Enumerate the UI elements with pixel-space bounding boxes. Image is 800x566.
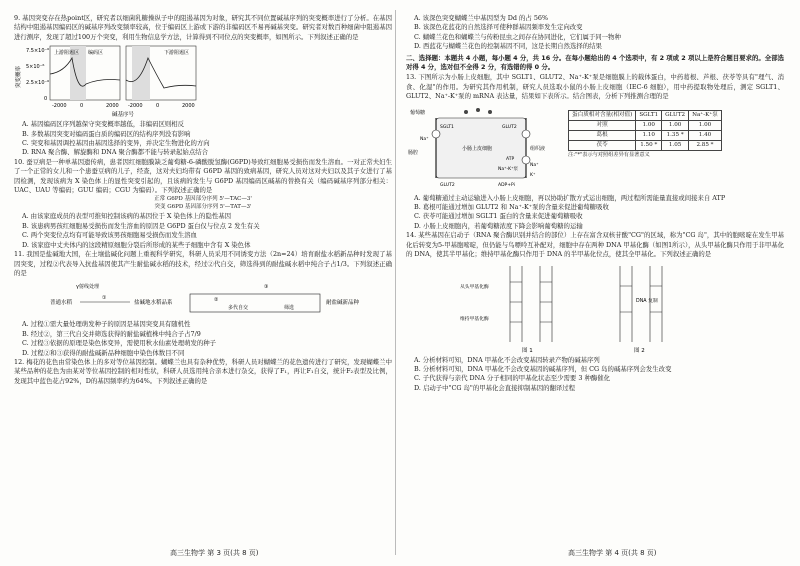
q11-gamma: γ射线处理 [76,284,99,291]
q11-selfing: 多代自交 [228,305,249,312]
q9-label-b: 编码区 [88,50,104,57]
q13-glut2-a [522,130,530,138]
column-divider [395,10,396,555]
q14-figure-2 [620,266,662,354]
q14-fig1-title: 图 1 [522,347,533,354]
q13-cell: 1.00 [662,120,689,130]
q11-step1: ① [102,295,107,302]
q13-th-1: SGLT1 [636,110,662,120]
q13-lbl-na2: Na⁺ [420,136,429,142]
table-row [569,120,722,130]
q13-lbl-glut2: GLUT2 [502,124,517,130]
q9-figure [14,44,392,118]
q13-lumen: 肠腔 [408,149,419,156]
q11-select: 筛选 [284,305,295,312]
q10-option-a[interactable]: A. 由该家庭成员的表型可推知控制该病的基因位于 X 染色体上的隐性基因 [22,212,232,221]
q14-option-c[interactable]: C. 子代获得与亲代 DNA 分子相同的甲基化状态至少需要 3 种酶催化 [414,374,611,383]
q12-option-d[interactable]: D. 西蓝花与蝴蝶兰花色的控制基因不同，这是长期自然选择的结果 [414,42,602,51]
q10-seq-normal: 正常 G6PD 基因部分序列 5'—TAC—3' [154,196,252,203]
q14-option-b[interactable]: B. 分析材料可知，DNA 甲基化不会改变基因的碱基序列，但 CG 岛的碱基序列会发生改变 [414,364,672,373]
left-column [14,14,392,534]
q11-option-a[interactable]: A. 过程①需大量处理萌发种子的原因是基因突变具有随机性 [22,320,191,329]
q13-glucose: 葡萄糖 [410,109,426,116]
q9-xtick-0: -2000 [52,103,67,110]
q13-option-d[interactable]: D. 小肠上皮细胞内，若葡萄糖浓度下降会影响葡萄糖的运输 [414,221,583,230]
q9-option-d[interactable]: D. RNA 聚合酶、解旋酶和 DNA 聚合酶都不能与转录起始点结合 [22,148,208,157]
table-row [569,130,722,140]
q13-cell: 1.00 [636,120,662,130]
q13-tissue: 组织液 [530,145,546,152]
q11-figure [14,280,392,318]
q13-option-b[interactable]: B. 葛根可能通过增加 GLUT2 和 Na⁺-K⁺泵的含量来促进葡萄糖吸收 [414,203,609,212]
q13-cell: 1.35 * [662,130,689,140]
q11-option-c[interactable]: C. 过程③依据的原理是染色体变异，需使用秋水仙素处理萌发的种子 [22,339,217,348]
q13-figure [406,104,784,192]
q9-xtick-3: -2000 [128,103,143,110]
q10-stem: 10. 蚕豆病是一种单基因遗传病，患者因红细胞膜缺乏葡萄糖-6-磷酸脱氢酶(G6PD)导致红细胞易受损伤而发生溶血。一对正常夫妇生了一个正常的女儿和一个患蚕豆病的儿子，经查，这对夫妇均带有 G6PD 基因的致病基因，研究人员对这对夫妇以及其子女进行了基因检测，发现该病为 X 染色体上的显性突变引起的，且该病的发生与 G6PD 基因编码区碱基的替换有关（编码碱基序列部分相关：UAC、UAU 等编码；GUU 编码；CGU 为编码）。下列叙述正确的是 [14,157,392,195]
q13-cell: 1.40 [689,130,722,140]
q13-table-note: 注:"*"表示与对照组差异有显著意义 [568,151,650,158]
q14-option-d[interactable]: D. 启动子中"CG 岛"的甲基化会直接抑制基因的翻译过程 [414,383,576,392]
q11-newvar: 耐盐碱新品种 [326,300,360,307]
q9-chart [14,44,392,118]
q13-cell: 1.05 [662,140,689,150]
q13-lbl-pump: Na⁺-K⁺泵 [498,166,518,172]
q13-option-c[interactable]: C. 茯苓可能通过增加 SGLT1 蛋白的含量来促进葡萄糖吸收 [414,212,583,221]
q14-fig2-label: DNA 复制 [636,298,658,304]
q13-cell: 2.85 * [689,140,722,150]
q10-option-d[interactable]: D. 该家庭中丈夫体内的这段精原细胞分裂后所形成的某些子细胞中含有 X 染色体 [22,240,251,249]
q13-th-2: GLUT2 [662,110,689,120]
q13-cell: 葛根 [569,130,636,140]
q12-option-b[interactable]: B. 该深色花蓝花的自然选择可使种群基因频率发生定向改变 [414,23,583,32]
q11-step2: ② [214,297,219,304]
q11-option-b[interactable]: B. 经过②，第三代自交并筛选获得的耐盐碱植株中纯合子占7/9 [22,329,201,338]
q14-figures [406,262,784,354]
q14-fig1-enzyme2: 维持甲基化酶 [460,316,489,322]
q13-cell: 对照 [569,120,636,130]
q11-option-d[interactable]: D. 过程②和③获得的耐盐碱新品种细胞中染色体数目不同 [22,348,185,357]
q9-option-c[interactable]: C. 突变和基因调控基因由基因选择的变异，并决定生物进化的方向 [22,139,210,148]
q13-lbl-glut2-b: GLUT2 [440,182,455,188]
q10-option-c[interactable]: C. 两个突变位点均有可能导致该男孩细胞易受损伤而发生溶血 [22,231,197,240]
q11-stem: 11. 我国是盐碱地大国，在土壤盐碱化问题上重视科学研究，科研人员采用不同诱变方法（2n=24）培育耐盐水稻新品种时发现了基因突变，过程②代表导入抗盐基因使其产生耐盐碱水稻的技术，经过②代自交，筛选得到的耐盐碱水稻中纯合子占1/3。下列叙述正确的是 [14,250,392,277]
q9-ytick-2: 2.5×10⁻⁶ [26,80,50,87]
q9-xtick-4: 0 [156,103,160,110]
footer-left: 高三生物学 第 3 页(共 8 页) [170,549,259,557]
q13-th-0: 蛋白质相对含量(相对值) [569,110,636,120]
q13-sglt1 [432,130,440,138]
q9-option-b[interactable]: B. 多数基因突变对编码蛋白质的编码区的结构序列没有影响 [22,129,191,138]
q13-lbl-na: Na⁺ [530,162,539,168]
q13-lbl-k: K⁺ [530,172,536,178]
footer-right: 高三生物学 第 4 页(共 8 页) [568,549,657,557]
q9-xtick-5: 2000 [182,103,195,110]
q13-cell: 1.10 [636,130,662,140]
q13-cell-label: 小肠上皮细胞 [462,145,493,152]
q9-label-a: 上游阻遏区 [54,50,80,57]
q9-ytick-1: 5×10⁻⁶ [26,64,45,71]
q10-seq-mutant: 突变 G6PD 基因部分序列 5'—TAT—3' [154,204,252,211]
q14-stem: 14. 某些基因在启动子（RNA 聚合酶识别并结合的部位）上存在富含双核苷酸"CG"的区域，称为"CG 岛"，其中的胞嘧啶在发生甲基化后转变为5-甲基胞嘧啶，但仍能与鸟嘌呤互补配对，细胞中存在两种 DNA 甲基化酶（如图1所示），从头甲基化酶只作用于非甲基化的 DNA，使其半甲基化；维持甲基化酶只作用于 DNA 的半甲基化位点，使其全甲基化。下列叙述正确的是 [406,231,784,259]
q12-option-c[interactable]: C. 蝴蝶兰花色和蝴蝶兰与传粉昆虫之间存在协同进化，它们属于同一物种 [414,32,621,41]
q13-table [568,110,722,151]
q9-panel-2-shade [132,46,150,100]
section-2-heading: 二、选择题：本题共 4 小题，每小题 4 分，共 16 分。在每小题给出的 4 个选项中，有 2 项或 2 项以上是符合题目要求的。全部选对得 4 分，选对但不全得 2 分，有选错的得 0 分。 [406,53,784,72]
q14-diagram [406,262,784,354]
q12-option-a[interactable]: A. 该深色突变蝴蝶兰中基因型为 Dd 的占 56% [414,14,549,22]
table-row [569,140,722,150]
q9-ytick-0: 7.5×10⁻⁶ [26,48,50,55]
q13-stem: 13. 下图所示为小肠上皮细胞，其中 SGLT1、GLUT2、Na⁺-K⁺泵是细胞膜上的载体蛋白，中药葛根、芦根、茯苓等具有"理气、消食、化湿"的作用。为研究其作用机制，研究人员选取小鼠的小肠上皮细胞（IEC-6 细胞），用中药提取物处理后，测定 SGLT1、GLUT2、Na⁺-K⁺泵的 mRNA 表达量，结果如下表所示。结合图表，分析下列推测合理的是 [406,73,784,101]
q13-lbl-sglt1: SGLT1 [440,124,454,130]
q11-step3: ③ [264,284,269,291]
q14-fig2-title: 图 2 [634,347,645,354]
q9-xtick-2: 2000 [106,103,119,110]
q14-fig1-enzyme1: 从头甲基化酶 [460,284,489,290]
q13-option-a[interactable]: A. 葡萄糖通过主动运输进入小肠上皮细胞，再以协助扩散方式运出细胞，两过程所需能量直接或间接来自 ATP [414,193,726,202]
q9-xtick-1: 0 [80,103,84,110]
q13-adp: ADP+Pi [498,182,515,188]
q9-ytick-3: 0 [44,96,48,103]
q11-line: 盐碱地水稻品系 [134,300,173,307]
right-column [406,14,784,534]
q14-figure-1 [460,266,552,354]
q9-label-c: 下游阻遏区 [164,50,190,57]
q11-normal-rice: 普通水稻 [50,300,73,307]
q9-stem: 9. 基因突变存在热point区，研究者以细菌乳糖操纵子中的阻遏基因为对象，研究其不同位置碱基序列的突变概率进行了分析。在基因结构中阻遏基因编码区的碱基序列改变频率较高，位于编码区上游或下游的非编码区不易再碱基突变。研究者对数百种细菌中阻遏基因进行测序，发现了超过100万个突变，利用生物信息学方法，计算得到不同位点的突变概率，如图所示。下列叙述正确的是 [14,14,392,41]
q13-th-3: Na⁺-K⁺泵 [689,110,722,120]
q12-stem: 12. 梅花的花色由常染色体上的多对等位基因控制。蝴蝶兰也具有杂种优势，科研人员对蝴蝶兰的花色遗传进行了研究，发现蝴蝶兰中某些品种的花色为由某对等位基因控制的相对性状，科研人员选用纯合亲本进行杂交，获得了F₁，再让F₁自交，统计F₂表型及比例，发现其中蓝色花占92%，D的基因频率约为64%。下列叙述正确的是 [14,357,392,385]
q14-option-a[interactable]: A. 分析材料可知，DNA 甲基化不会改变基因转录产物的碱基序列 [414,355,600,364]
q9-ylabel: 突变概率 [16,66,22,89]
q10-option-b[interactable]: B. 该患病男孩红细胞易受损伤而发生溶血的原因是 G6PD 蛋白仅与位点 2 发生有关 [22,221,260,230]
q13-cell: 1.00 [689,120,722,130]
q13-cell: 1.50 * [636,140,662,150]
q11-flow-diagram [14,280,392,318]
q13-cell-diagram [406,104,556,192]
q9-option-a[interactable]: A. 基因编码区序列越保守突变概率越低，非编码区则相反 [22,120,185,129]
q9-xlabel: 碱基序号 [112,112,135,119]
q13-cell: 茯苓 [569,140,636,150]
q13-atp: ATP [506,156,515,162]
q13-table-wrap [568,110,722,160]
q13-pump [522,156,530,164]
